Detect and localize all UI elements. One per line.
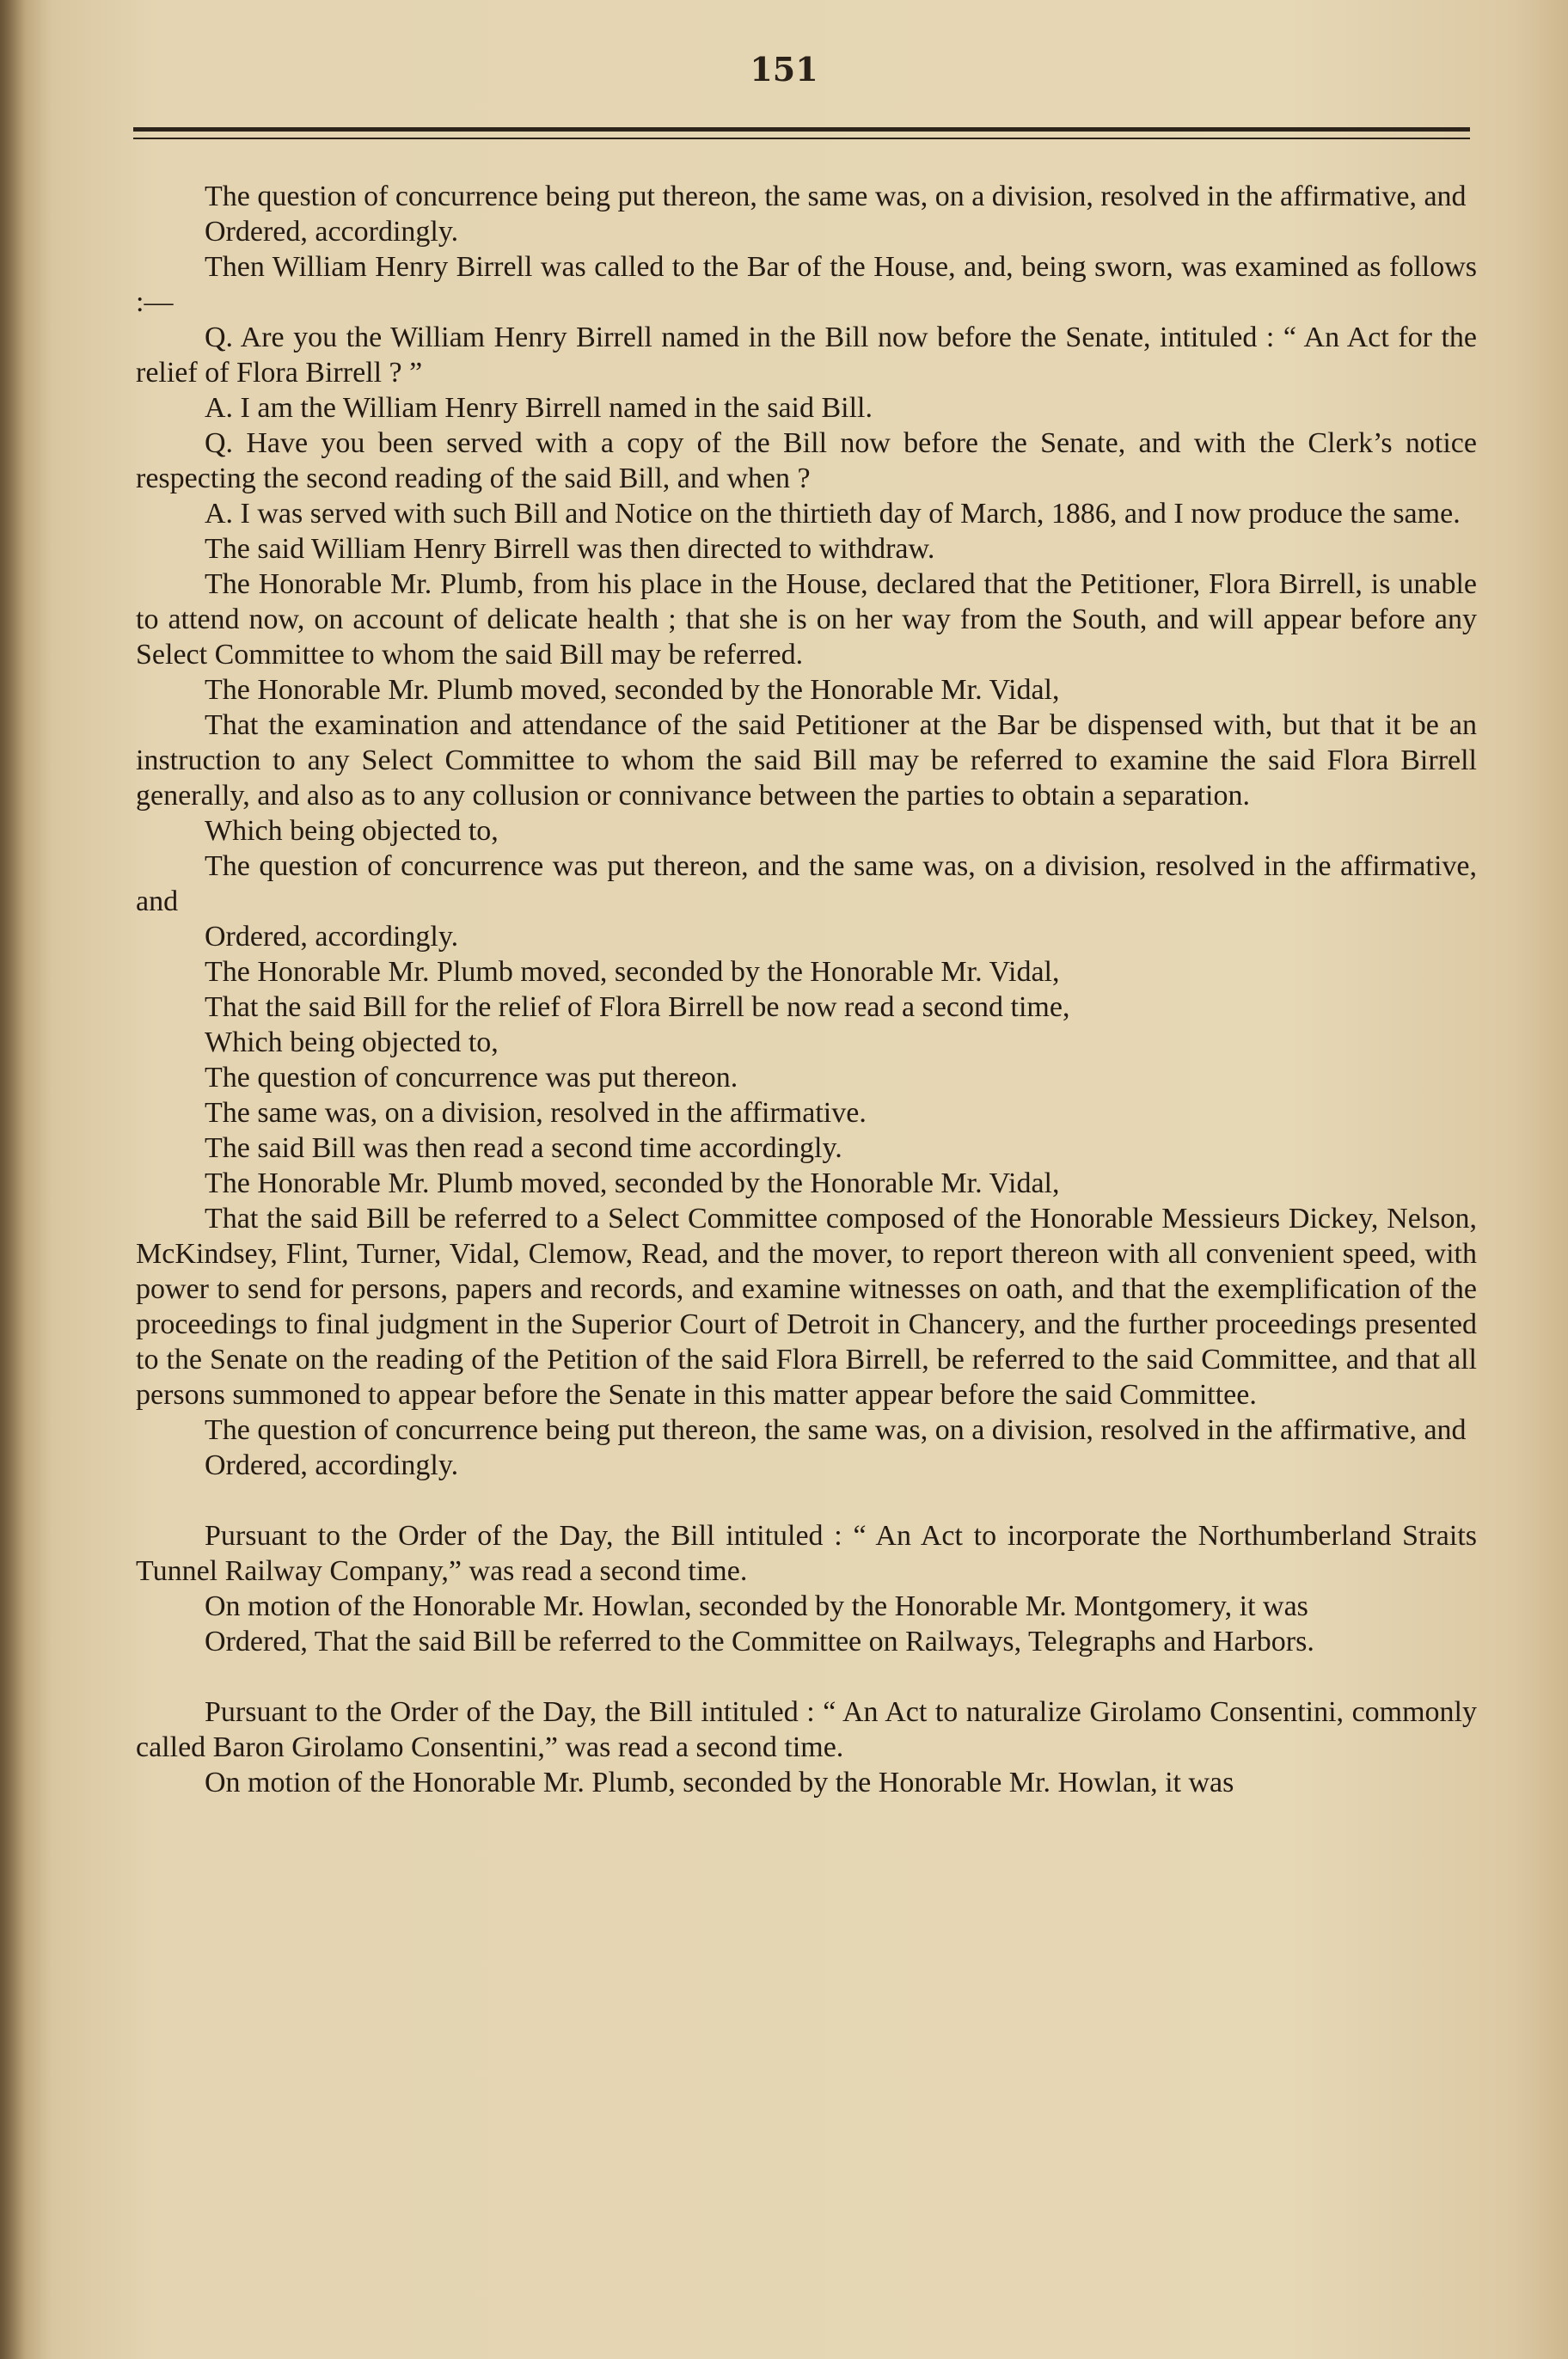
paragraph: On motion of the Honorable Mr. Plumb, seconded by the Honorable Mr. Howlan, it was bbox=[205, 1767, 1234, 1798]
paragraph: Which being objected to, bbox=[205, 815, 499, 847]
paragraph: Ordered, That the said Bill be referred to the Committee on Railways, Telegraphs and Harbors. bbox=[205, 1626, 1314, 1657]
header-rule-thin bbox=[133, 138, 1470, 139]
paragraph: That the said Bill be referred to a Select Committee composed of the Honorable Messieurs Dickey, Nelson, McKindsey, Flint, Turner, Vidal, Clemow, Read, and the mover, to report thereon with all convenient speed, with power to send for persons, papers and records, and examine witnesses on oath, and that the exemplification of the proceedings to final judgment in the Superior Court of Detroit in Chancery, and the further proceedings presented to the Senate on the reading of the Petition of the said Flora Birrell, be referred to the said Committee, and that all persons summoned to appear before the Senate in this matter appear before the said Committee. bbox=[136, 1203, 1477, 1411]
paragraph: Then William Henry Birrell was called to the Bar of the House, and, being sworn, was examined as follows :— bbox=[136, 251, 1477, 318]
paragraph: Ordered, accordingly. bbox=[205, 1449, 459, 1481]
paragraph: Pursuant to the Order of the Day, the Bill intituled : “ An Act to naturalize Girolamo Consentini, commonly called Baron Girolamo Consentini,” was read a second time. bbox=[136, 1696, 1477, 1763]
paragraph: Pursuant to the Order of the Day, the Bill intituled : “ An Act to incorporate the Northumberland Straits Tunnel Railway Company,” was read a second time. bbox=[136, 1520, 1477, 1587]
paragraph: The Honorable Mr. Plumb, from his place in the House, declared that the Petitioner, Flora Birrell, is unable to attend now, on account of delicate health ; that she is on her way from the South, and will appear before any Select Committee to whom the said Bill may be referred. bbox=[136, 568, 1477, 671]
paragraph: The Honorable Mr. Plumb moved, seconded by the Honorable Mr. Vidal, bbox=[205, 674, 1060, 706]
paragraph: On motion of the Honorable Mr. Howlan, seconded by the Honorable Mr. Montgomery, it was bbox=[205, 1590, 1308, 1622]
paragraph: Q. Are you the William Henry Birrell named in the Bill now before the Senate, intituled : “ An Act for the relief of Flora Birrell ? ” bbox=[136, 322, 1477, 389]
binding-shadow bbox=[0, 0, 26, 2359]
paragraph: Which being objected to, bbox=[205, 1026, 499, 1058]
paragraph: Ordered, accordingly. bbox=[205, 216, 459, 248]
paragraph: The Honorable Mr. Plumb moved, seconded by the Honorable Mr. Vidal, bbox=[205, 956, 1060, 988]
page-number: 151 bbox=[750, 50, 818, 89]
paragraph: The question of concurrence being put thereon, the same was, on a division, resolved in the affirmative, and bbox=[205, 181, 1467, 212]
paragraph: A. I was served with such Bill and Notice on the thirtieth day of March, 1886, and I now produce the same. bbox=[205, 498, 1461, 530]
paragraph: That the said Bill for the relief of Flora Birrell be now read a second time, bbox=[205, 991, 1070, 1023]
paragraph: Q. Have you been served with a copy of the Bill now before the Senate, and with the Clerk’s notice respecting the second reading of the said Bill, and when ? bbox=[136, 427, 1477, 494]
paragraph: The Honorable Mr. Plumb moved, seconded by the Honorable Mr. Vidal, bbox=[205, 1167, 1060, 1199]
paragraph: The said Bill was then read a second time accordingly. bbox=[205, 1132, 842, 1164]
paragraph: The question of concurrence was put thereon. bbox=[205, 1062, 738, 1094]
paragraph: Ordered, accordingly. bbox=[205, 921, 459, 953]
paragraph: The said William Henry Birrell was then directed to withdraw. bbox=[205, 533, 935, 565]
paragraph: The question of concurrence was put thereon, and the same was, on a division, resolved in the affirmative, and bbox=[136, 850, 1477, 917]
header-rule-thick bbox=[133, 127, 1470, 132]
paragraph: The question of concurrence being put thereon, the same was, on a division, resolved in the affirmative, and bbox=[205, 1414, 1467, 1446]
paragraph: That the examination and attendance of the said Petitioner at the Bar be dispensed with, but that it be an instruction to any Select Committee to whom the said Bill may be referred to examine the said Flora Birrell generally, and also as to any collusion or connivance between the parties to obtain a separation. bbox=[136, 709, 1477, 812]
journal-text bbox=[136, 179, 1477, 1800]
paragraph: A. I am the William Henry Birrell named in the said Bill. bbox=[205, 392, 873, 424]
paragraph: The same was, on a division, resolved in the affirmative. bbox=[205, 1097, 867, 1129]
